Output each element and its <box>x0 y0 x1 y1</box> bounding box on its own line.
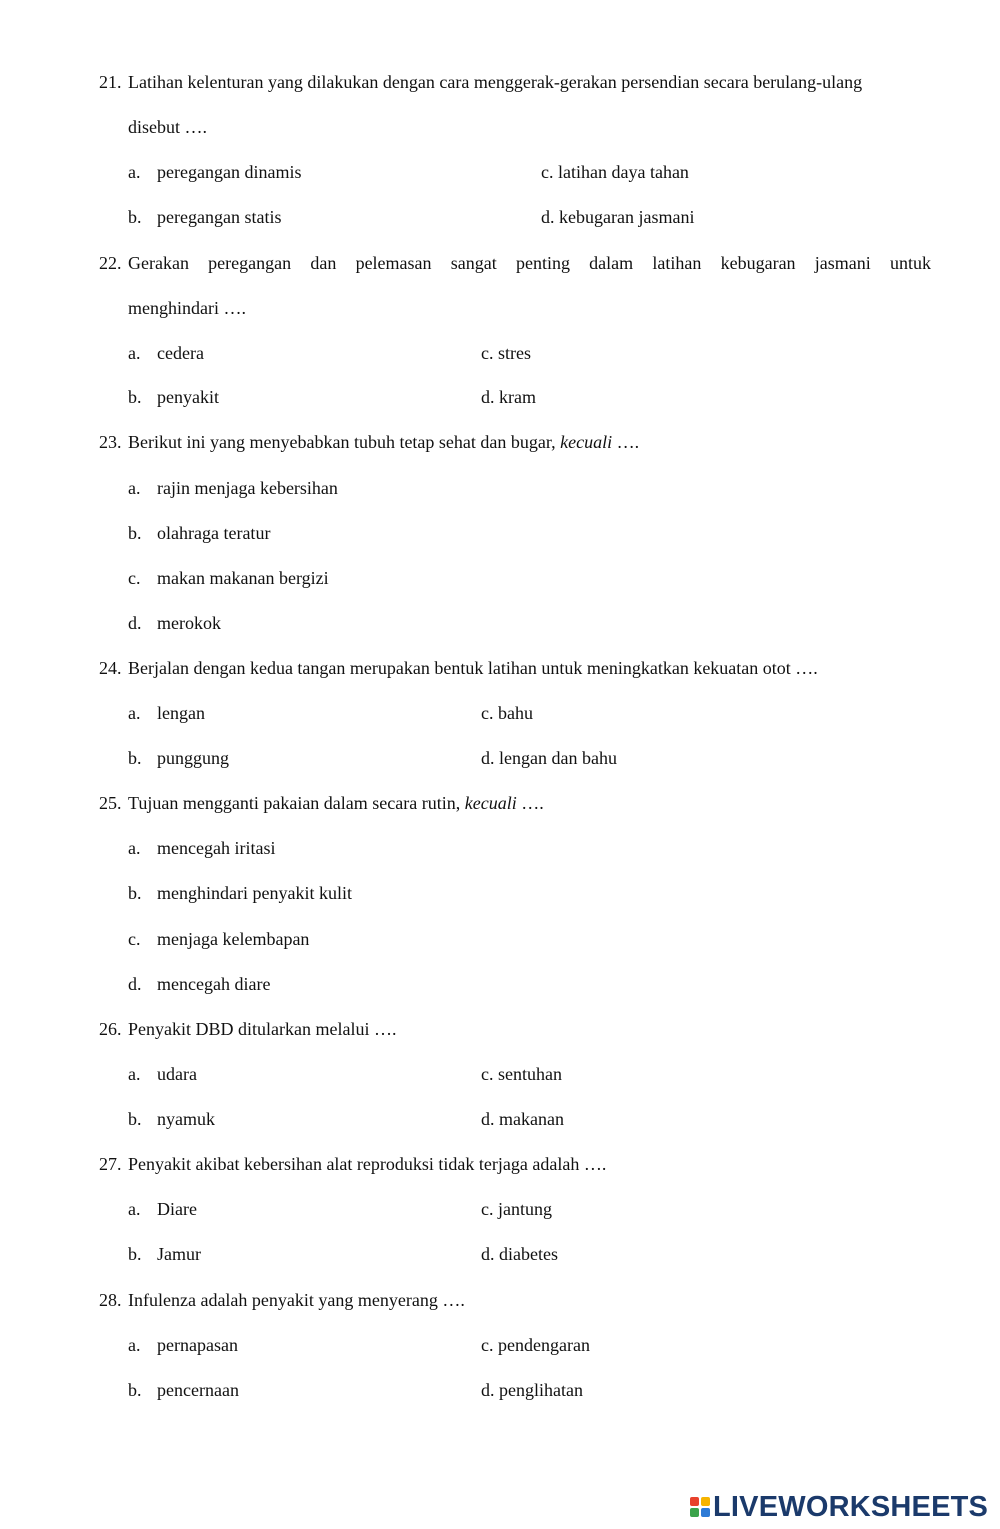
question-text: Gerakan peregangan dan pelemasan sangat penting dalam latihan kebugaran jasmani untuk <box>128 253 931 273</box>
question-text: Penyakit DBD ditularkan melalui …. <box>128 1019 397 1039</box>
question-number: 22. <box>99 253 122 273</box>
option-d[interactable]: d. kebugaran jasmani <box>541 207 695 227</box>
worksheet-page: 21. Latihan kelenturan yang dilakukan dengan cara menggerak-gerakan persendian secara berulang-ulang disebut …. a. peregangan dinamis b. peregangan statis c. latihan daya tahan d. kebugaran jasmani 22. Gerakan peregangan dan pelemasan sangat penting dalam latihan kebugaran jasmani untuk menghindari …. a. cedera b. penyakit c. stres d. kram 23. Berikut ini yang menyebabkan tubuh tetap sehat dan bugar, kecuali …. a. rajin menjaga kebersihan b. olahraga teratur c. makan makanan bergizi d. merokok 24. Berjalan dengan kedua tangan merupakan bentuk latihan untuk meningkatkan kekuatan otot …. a. lengan b. punggung c. bahu d. lengan dan bahu 25. Tujuan mengganti pakaian dalam secara rutin, kecuali …. a. mencegah iritasi b. menghindari penyakit kulit c. menjaga kelembapan d. mencegah diare 26. Penyakit DBD ditularkan melalui …. a. udara b. nyamuk c. sentuhan d. makanan 27. Penyakit akibat kebersihan alat reproduksi tidak terjaga adalah …. a. Diare b. Jamur c. jantung d. diabetes 28. Infulenza adalah penyakit yang menyerang …. a. pernapasan b. pencernaan c. pendengaran d. penglihatan LIVEWORKSHEETS <box>99 72 989 1523</box>
liveworksheets-logo[interactable] <box>690 1490 988 1524</box>
option-d[interactable]: d. makanan <box>481 1109 564 1129</box>
option-c[interactable]: c. sentuhan <box>481 1064 562 1084</box>
option-c[interactable]: c. jantung <box>481 1199 552 1219</box>
question-number: 26. <box>99 1019 122 1039</box>
question-text: Berjalan dengan kedua tangan merupakan bentuk latihan untuk meningkatkan kekuatan otot …. <box>128 658 818 678</box>
question-text-continued: disebut …. <box>128 117 207 137</box>
question-text: Penyakit akibat kebersihan alat reproduksi tidak terjaga adalah …. <box>128 1154 607 1174</box>
question-number: 27. <box>99 1154 122 1174</box>
question-number: 25. <box>99 793 122 813</box>
question-number: 24. <box>99 658 122 678</box>
logo-text: LIVEWORKSHEETS <box>713 1490 989 1523</box>
question-number: 21. <box>99 72 122 92</box>
option-c[interactable]: c. pendengaran <box>481 1335 590 1355</box>
option-c[interactable]: c. stres <box>481 343 531 363</box>
option-d[interactable]: d. penglihatan <box>481 1380 583 1400</box>
question-text-continued: menghindari …. <box>128 298 246 318</box>
emphasis: kecuali <box>560 432 613 452</box>
question-text: Infulenza adalah penyakit yang menyerang …. <box>128 1290 465 1310</box>
question-number: 28. <box>99 1290 122 1310</box>
option-d[interactable]: d. lengan dan bahu <box>481 748 617 768</box>
question-text: Berikut ini yang menyebabkan tubuh tetap sehat dan bugar, kecuali …. <box>128 432 640 452</box>
option-d[interactable]: d. diabetes <box>481 1244 558 1264</box>
logo-grid-icon <box>690 1497 710 1517</box>
option-d[interactable]: d. kram <box>481 387 536 407</box>
question-text: Tujuan mengganti pakaian dalam secara rutin, kecuali …. <box>128 793 544 813</box>
option-c[interactable]: c. latihan daya tahan <box>541 162 689 182</box>
question-number: 23. <box>99 432 122 452</box>
emphasis: kecuali <box>464 793 517 813</box>
question-text: Latihan kelenturan yang dilakukan dengan cara menggerak-gerakan persendian secara berulang-ulang <box>128 72 863 92</box>
option-c[interactable]: c. bahu <box>481 703 533 723</box>
